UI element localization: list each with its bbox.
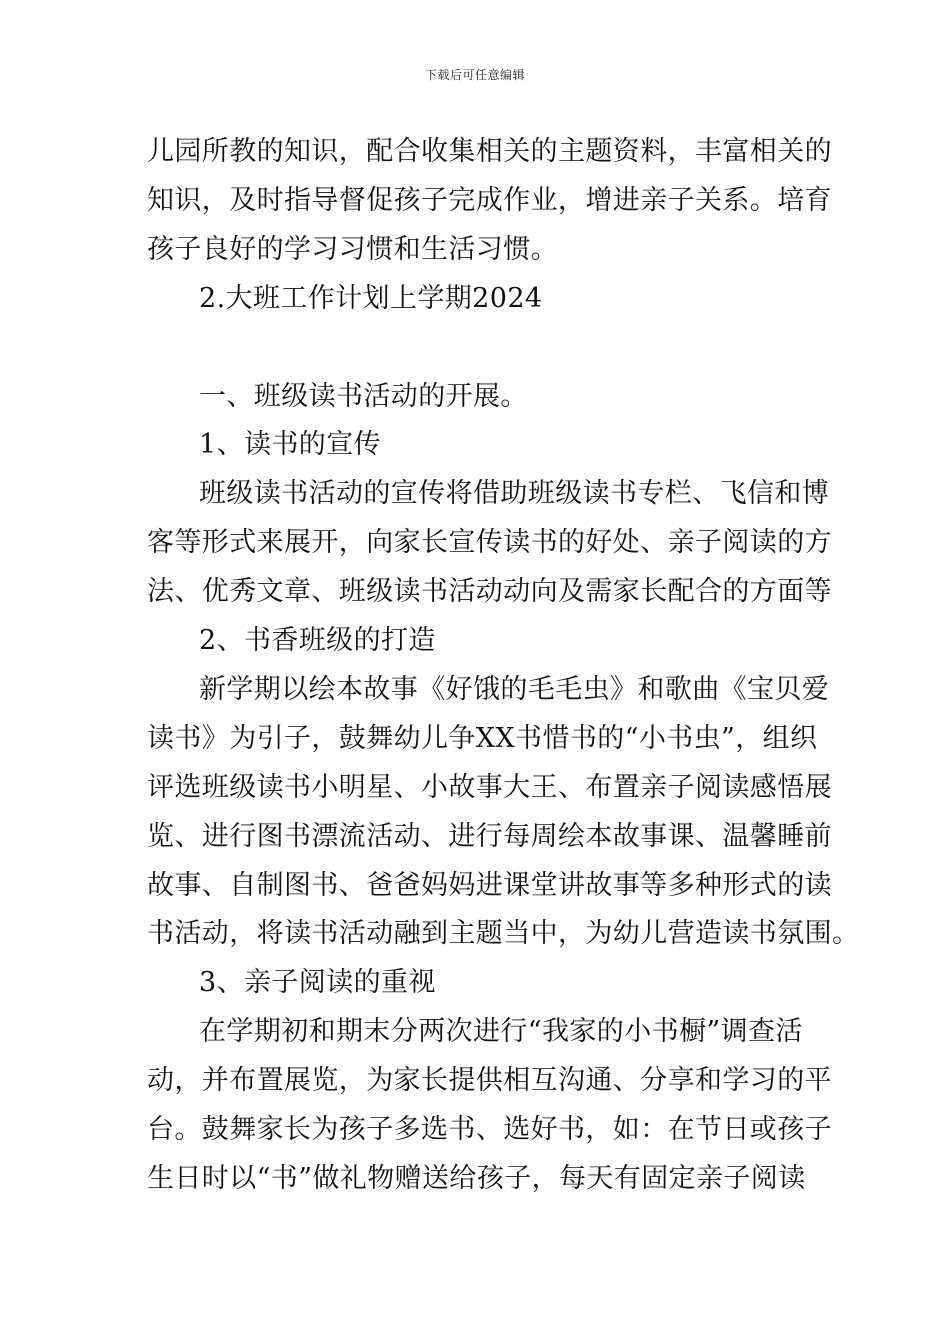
text-line: 台。鼓舞家长为孩子多选书、选好书，如：在节日或孩子 — [147, 1114, 832, 1146]
text-line: 班级读书活动的宣传将借助班级读书专栏、飞信和博 — [199, 478, 830, 510]
text-line: 评选班级读书小明星、小故事大王、布置亲子阅读感悟展 — [147, 771, 832, 803]
text-line: 览、进行图书漂流活动、进行每周绘本故事课、温馨睡前 — [147, 820, 832, 852]
text-line: 儿园所教的知识，配合收集相关的主题资料，丰富相关的 — [147, 136, 832, 167]
paragraph-parent-child-reading — [147, 1008, 832, 1204]
paragraph-book-class — [147, 666, 860, 959]
page-header: 下载后可任意编辑 — [424, 68, 525, 82]
item-heading-book-class: 2、书香班级的打造 — [199, 625, 436, 657]
text-line: 法、优秀文章、班级读书活动动向及需家长配合的方面等 — [147, 576, 832, 608]
blank-line — [147, 324, 812, 373]
text-line: 书活动，将读书活动融到主题当中，为幼儿营造读书氛围。 — [147, 918, 860, 950]
subsection-heading: 一、班级读书活动的开展。 — [199, 380, 528, 412]
text-line: 客等形式来展开，向家长宣传读书的好处、亲子阅读的方 — [147, 527, 832, 559]
paragraph-reading-promotion — [147, 470, 832, 617]
item-heading-parent-child-reading: 3、亲子阅读的重视 — [199, 967, 436, 999]
text-line: 新学期以绘本故事《好饿的毛毛虫》和歌曲《宝贝爱 — [199, 673, 830, 705]
paragraph-continuation — [147, 128, 832, 275]
text-line: 知识，及时指导督促孩子完成作业，增进亲子关系。培育 — [147, 184, 832, 216]
section-heading: 2.大班工作计划上学期2024 — [199, 282, 543, 314]
text-line: 孩子良好的学习习惯和生活习惯。 — [147, 233, 558, 265]
text-line: 读书》为引子，鼓舞幼儿争XX书惜书的“小书虫”，组织 — [147, 722, 818, 754]
text-line: 在学期初和期末分两次进行“我家的小书橱”调查活 — [199, 1016, 803, 1048]
text-line: 生日时以“书”做礼物赠送给孩子，每天有固定亲子阅读 — [147, 1163, 806, 1195]
text-line: 故事、自制图书、爸爸妈妈进课堂讲故事等多种形式的读 — [147, 869, 832, 901]
item-heading-reading-promotion: 1、读书的宣传 — [199, 429, 381, 461]
document-body — [147, 128, 860, 1204]
text-line: 动，并布置展览，为家长提供相互沟通、分享和学习的平 — [147, 1065, 832, 1097]
